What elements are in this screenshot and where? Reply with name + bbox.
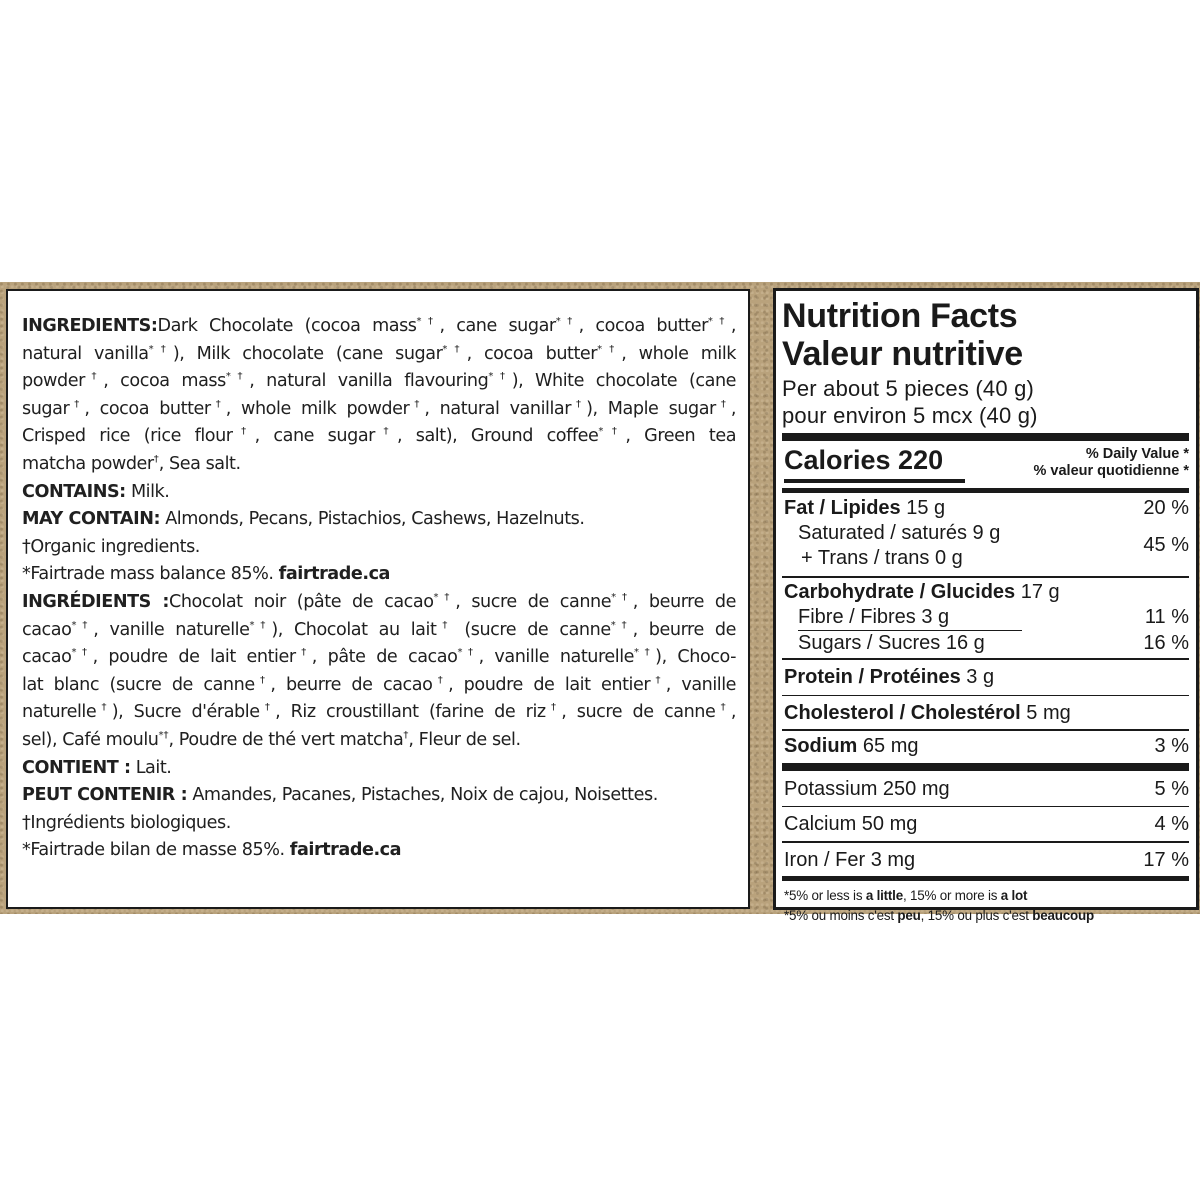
divider-calcium [782, 841, 1189, 843]
divider-cholesterol [782, 729, 1189, 731]
ingredients-en-label: INGREDIENTS: [22, 316, 158, 336]
calories-underline [784, 479, 965, 483]
footnote-marker: *† [555, 316, 579, 327]
fat-row: Fat / Lipides 15 g 20 % [784, 497, 1189, 519]
ingredients-en-line-5: Crisped rice (rice flour†, cane sugar†, salt), Ground coffee*†, Green tea [22, 426, 737, 447]
ingredients-en-line-4: sugar†, cocoa butter†, whole milk powder†, natural vanillar†), Maple sugar†, [22, 398, 737, 419]
footnote-marker: *† [442, 343, 467, 355]
fairtrade-url-en: fairtrade.ca [278, 564, 390, 585]
footnote-marker: † [96, 702, 112, 714]
footnote-marker: † [545, 702, 562, 714]
footnote-marker: † [254, 674, 271, 686]
footnote-marker: † [571, 398, 587, 410]
footnote-marker: *† [457, 647, 479, 659]
sodium-row: Sodium 65 mg 3 % [784, 734, 1189, 757]
fibre-row: Fibre / Fibres 3 g 11 % [798, 605, 1189, 628]
footnote-marker: *† [611, 591, 633, 603]
footnote-marker: *† [225, 371, 250, 383]
footnote-marker: † [295, 647, 312, 659]
divider-footnote [782, 876, 1189, 881]
divider-medium [782, 488, 1189, 493]
sugars-row: Sugars / Sucres 16 g 16 % [798, 632, 1189, 654]
footnote-en: *5% or less is a little, 15% or more is a lot [784, 887, 1028, 903]
divider-protein [782, 695, 1189, 697]
footnote-marker: † [432, 674, 449, 686]
ingredients-fr-label: INGRÉDIENTS : [22, 591, 169, 612]
carbohydrate-row: Carbohydrate / Glucides 17 g [784, 580, 1060, 603]
protein-row: Protein / Protéines 3 g [784, 665, 995, 688]
divider-thick-minerals [782, 763, 1189, 771]
organic-note-fr: †Ingrédients biologiques. [22, 812, 231, 833]
calories-label: Calories 220 [784, 445, 944, 475]
fairtrade-note-fr: *Fairtrade bilan de masse 85%. fairtrade.ca [22, 840, 402, 861]
footnote-marker: *† [488, 371, 512, 383]
footnote-marker: *† [416, 316, 440, 327]
footnote-marker: *† [433, 591, 456, 603]
daily-value-header: % Daily Value * % valeur quotidienne * [1033, 446, 1189, 479]
footnote-marker: † [715, 398, 731, 410]
cholesterol-row: Cholesterol / Cholestérol 5 mg [784, 702, 1071, 724]
footnote-marker: † [715, 702, 731, 714]
footnote-marker: *† [71, 647, 93, 659]
ingredients-fr-line-1: INGRÉDIENTS :Chocolat noir (pâte de cacao*†, sucre de canne*†, beurre de [22, 591, 737, 612]
nutrition-title-en: Nutrition Facts [782, 297, 1018, 335]
calories-row [782, 441, 1189, 484]
serving-size-fr: pour environ 5 mcx (40 g) [782, 403, 1038, 428]
footnote-marker: † [403, 729, 409, 741]
footnote-marker: † [259, 702, 276, 714]
footnote-marker: † [374, 426, 397, 438]
ingredients-en-line-2: natural vanilla*†), Milk chocolate (cane sugar*†, cocoa butter*†, whole milk [22, 343, 736, 364]
footnote-marker: *† [597, 343, 622, 355]
divider-carb [782, 658, 1189, 660]
divider-fat [782, 576, 1189, 578]
footnote-marker: *† [610, 619, 633, 631]
may-contain-fr: PEUT CONTENIR : Amandes, Pacanes, Pistaches, Noix de cajou, Noisettes. [22, 785, 658, 806]
contains-en: CONTAINS: Milk. [22, 481, 170, 502]
contains-fr: CONTIENT : Lait. [22, 757, 172, 778]
footnote-marker: *† [707, 316, 731, 327]
footnote-marker: *† [598, 426, 626, 438]
ingredients-fr-line-2: cacao*†, vanille naturelle*†), Chocolat au lait† (sucre de canne*†, beurre de [22, 619, 736, 640]
iron-row: Iron / Fer 3 mg 17 % [784, 848, 1189, 871]
ingredients-en-line-6: matcha powder†, Sea salt. [22, 453, 241, 474]
footnote-marker: † [69, 398, 85, 410]
ingredients-en-line-1: INGREDIENTS:Dark Chocolate (cocoa mass*†, cane sugar*†, cocoa butter*†, [22, 316, 736, 336]
ingredients-fr-line-3: cacao*†, poudre de lait entier†, pâte de cacao*†, vanille naturelle*†), Choco- [22, 647, 737, 668]
nutrition-title-fr: Valeur nutritive [782, 335, 1023, 373]
footnote-marker: *† [148, 343, 173, 355]
divider-potassium [782, 806, 1189, 808]
footnote-marker: † [409, 398, 425, 410]
ingredients-en-line-3: powder†, cocoa mass*†, natural vanilla flavouring*†), White chocolate (cane [22, 371, 737, 392]
footnote-marker: *† [634, 647, 656, 659]
serving-size-en: Per about 5 pieces (40 g) [782, 376, 1035, 401]
footnote-marker: *† [71, 619, 94, 631]
footnote-marker: † [84, 371, 104, 383]
organic-note-en: †Organic ingredients. [22, 536, 200, 557]
footnote-fr: *5% ou moins c'est peu, 15% ou plus c'est beaucoup [784, 907, 1094, 923]
potassium-row: Potassium 250 mg 5 % [784, 777, 1189, 800]
ingredients-fr-line-5: naturelle†), Sucre d'érable†, Riz croustillant (farine de riz†, sucre de canne†, [22, 702, 736, 723]
footnote-marker: † [210, 398, 226, 410]
footnote-marker: *† [249, 619, 272, 631]
footnote-marker: † [650, 674, 666, 686]
footnote-marker: † [153, 453, 159, 465]
calcium-row: Calcium 50 mg 4 % [784, 813, 1189, 835]
trans-row: + Trans / trans 0 g 45 % [801, 534, 1189, 569]
divider-thick [782, 433, 1189, 441]
fairtrade-url-fr: fairtrade.ca [289, 840, 402, 861]
footnote-marker: † [232, 426, 255, 438]
ingredients-fr-line-6: sel), Café moulu*†, Poudre de thé vert matcha†, Fleur de sel. [22, 729, 521, 750]
ingredients-panel [6, 289, 750, 909]
may-contain-en: MAY CONTAIN: Almonds, Pecans, Pistachios, Cashews, Hazelnuts. [22, 509, 585, 530]
ingredients-fr-line-4: lat blanc (sucre de canne†, beurre de cacao†, poudre de lait entier†, vanille [22, 674, 737, 695]
fairtrade-note-en: *Fairtrade mass balance 85%. fairtrade.ca [22, 564, 390, 585]
footnote-marker: † [436, 619, 454, 631]
nutrition-facts-table [773, 288, 1199, 923]
footnote-marker: *† [158, 729, 169, 741]
saturated-row: Saturated / saturés 9 g [798, 522, 1001, 544]
